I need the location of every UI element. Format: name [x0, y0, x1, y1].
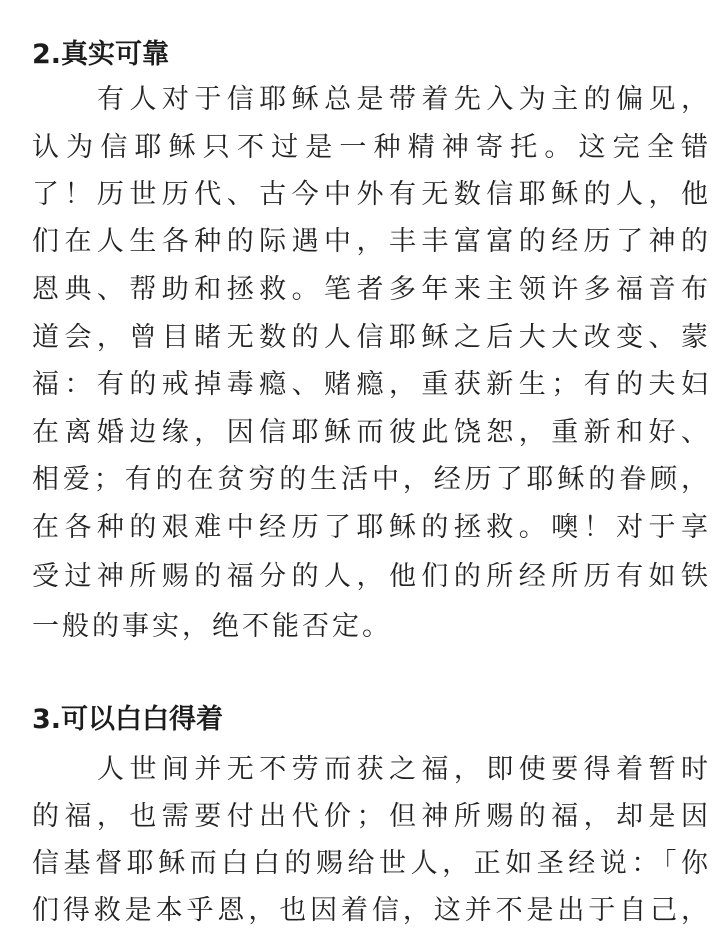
paragraph-line: 福：有的戒掉毒瘾、赌瘾，重获新生；有的夫妇 [32, 369, 708, 400]
paragraph-line: 相爱；有的在贫穷的生活中，经历了耶稣的眷顾， [32, 464, 708, 495]
paragraph-line: 了！历世历代、古今中外有无数信耶稣的人，他 [32, 179, 708, 210]
paragraph-line: 一般的事实，绝不能否定。 [32, 611, 392, 642]
section-heading: 2.真实可靠 [32, 39, 170, 70]
paragraph-line: 道会，曾目睹无数的人信耶稣之后大大改变、蒙 [32, 322, 708, 353]
paragraph-line: 人世间并无不劳而获之福，即使要得着暂时 [97, 754, 708, 785]
paragraph-line: 们在人生各种的际遇中，丰丰富富的经历了神的 [32, 226, 708, 257]
paragraph-line: 在离婚边缘，因信耶稣而彼此饶恕，重新和好、 [32, 417, 708, 448]
paragraph-line: 的福，也需要付出代价；但神所赐的福，却是因 [32, 801, 708, 832]
paragraph-line: 在各种的艰难中经历了耶稣的拯救。噢！对于享 [32, 512, 708, 543]
paragraph-line: 信基督耶稣而白白的赐给世人，正如圣经说：「你 [32, 848, 708, 879]
paragraph-line: 受过神所赐的福分的人，他们的所经所历有如铁 [32, 561, 708, 592]
section-heading: 3.可以白白得着 [32, 704, 224, 735]
paragraph-line: 有人对于信耶稣总是带着先入为主的偏见， [97, 84, 708, 115]
paragraph-line: 认为信耶稣只不过是一种精神寄托。这完全错 [32, 132, 708, 163]
paragraph-line: 恩典、帮助和拯救。笔者多年来主领许多福音布 [32, 274, 708, 305]
paragraph-line: 们得救是本乎恩，也因着信，这并不是出于自己， [32, 895, 708, 926]
